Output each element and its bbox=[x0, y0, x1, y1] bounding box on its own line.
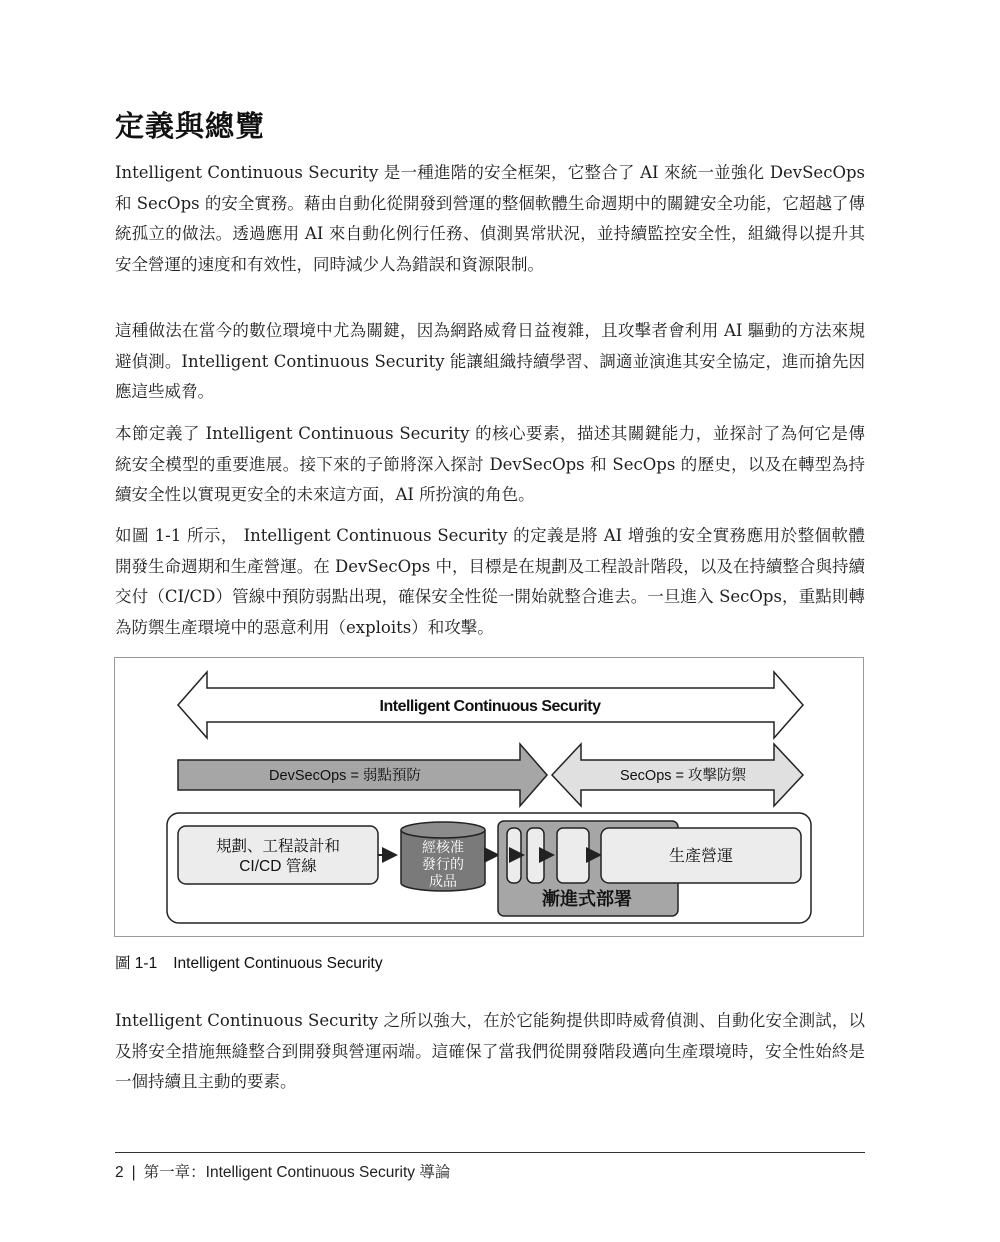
planning-label-line1: 規劃、工程設計和 bbox=[215, 838, 341, 855]
deploy-stage-3 bbox=[557, 828, 589, 883]
paragraph-power: Intelligent Continuous Security 之所以強大，在於它能夠提供即時威脅偵測、自動化安全測試，以及將安全措施無縫整合到開發與營運兩端。這確保了當我們從開發階段邁向生產環境時，安全性始終是一個持續且主動的要素。 bbox=[115, 1011, 865, 1091]
artifact-label-line1: 經核准 bbox=[422, 839, 464, 855]
planning-box bbox=[178, 826, 378, 884]
figure-caption bbox=[115, 951, 383, 973]
planning-label-line2: CI/CD 管線 bbox=[239, 858, 317, 875]
progressive-deployment-label: 漸進式部署 bbox=[542, 889, 632, 909]
top-arrow-label: Intelligent Continuous Security bbox=[379, 698, 601, 715]
deploy-stage-1 bbox=[507, 828, 521, 883]
paragraph-importance: 這種做法在當今的數位環境中尤為關鍵，因為網路威脅日益複雜，且攻擊者會利用 AI 驅動的方法來規避偵測。Intelligent Continuous Security 能讓組織持續學習、調適並演進其安全協定，進而搶先因應這些威脅。 bbox=[115, 321, 865, 401]
paragraph-section-overview: 本節定義了 Intelligent Continuous Security 的核心要素，描述其關鍵能力，並探討了為何它是傳統安全模型的重要進展。接下來的子節將深入探討 DevSecOps 和 SecOps 的歷史，以及在轉型為持續安全性以實現更安全的未來這方面，AI 所扮演的角色。 bbox=[115, 424, 865, 504]
secops-label: SecOps = 攻擊防禦 bbox=[619, 768, 747, 784]
security-pipeline-diagram bbox=[115, 658, 865, 938]
artifact-label-line3: 成品 bbox=[429, 873, 457, 889]
page-footer bbox=[115, 1160, 450, 1182]
artifact-label-line2: 發行的 bbox=[422, 856, 464, 872]
paragraph-figure-intro: 如圖 1-1 所示， Intelligent Continuous Security 的定義是將 AI 增強的安全實務應用於整個軟體開發生命週期和生產營運。在 DevSecOps 中，目標是在規劃及工程設計階段，以及在持續整合與持續交付（CI/CD）管線中預防弱點出現，確保安全性從一開始就整合進去。一旦進入 SecOps，重點則轉為防禦生產環境中的惡意利用（exploits）和攻擊。 bbox=[115, 526, 865, 637]
devsecops-label: DevSecOps = 弱點預防 bbox=[269, 768, 421, 784]
page-number: 2 bbox=[115, 1164, 124, 1181]
figure-1-1 bbox=[114, 657, 864, 937]
figure-caption-text: Intelligent Continuous Security bbox=[173, 955, 383, 972]
section-title: 定義與總覽 bbox=[115, 109, 266, 143]
deploy-stage-2 bbox=[527, 828, 544, 883]
footer-separator: | bbox=[131, 1164, 136, 1181]
production-operations-label: 生產營運 bbox=[668, 848, 734, 865]
paragraph-definition: Intelligent Continuous Security 是一種進階的安全框架，它整合了 AI 來統一並強化 DevSecOps 和 SecOps 的安全實務。藉由自動化從開發到營運的整個軟體生命週期中的關鍵安全功能，它超越了傳統孤立的做法。透過應用 AI 來自動化例行任務、偵測異常狀況，並持續監控安全性，組織得以提升其安全營運的速度和有效性，同時減少人為錯誤和資源限制。 bbox=[115, 163, 865, 274]
figure-caption-number: 圖 1-1 bbox=[115, 955, 158, 972]
footer-divider bbox=[115, 1152, 865, 1153]
chapter-title: 第一章：Intelligent Continuous Security 導論 bbox=[143, 1164, 451, 1181]
